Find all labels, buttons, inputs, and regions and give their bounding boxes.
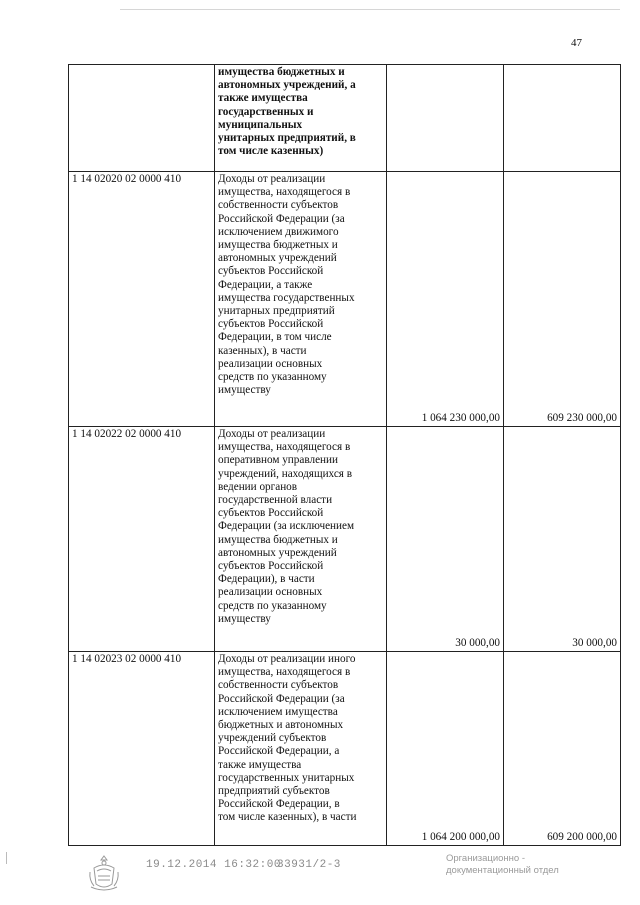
scan-top-line	[120, 9, 620, 10]
income-name-text: имущества бюджетных и автономных учреждений, а также имущества государственных и муниципальных унитарных предприятий, в том числе казенных)	[218, 66, 356, 158]
page-number: 47	[571, 37, 582, 49]
income-code-cell: 1 14 02022 02 0000 410	[69, 427, 215, 652]
amount-2015-cell: 30 000,00	[387, 427, 504, 652]
amount-2015-cell: 1 064 230 000,00	[387, 172, 504, 427]
table-row	[69, 427, 621, 652]
income-name-cell	[215, 427, 387, 652]
income-name-cell	[215, 65, 387, 172]
income-code-cell: 1 14 02023 02 0000 410	[69, 652, 215, 846]
amount-2015-cell	[387, 65, 504, 172]
income-name-text: Доходы от реализации имущества, находящегося в собственности субъектов Российской Федерации (за исключением движимого имущества бюджетных и автономных учреждений субъектов Российской Федерации, а также имущества государственных унитарных предприятий субъектов Российской Федерации, в том числе казенных), в части реализации основных средств по указанному имуществу	[218, 173, 355, 397]
registration-datetime: 19.12.2014 16:32:00	[146, 859, 281, 871]
emblem-seal-icon	[88, 854, 120, 892]
table-row	[69, 652, 621, 846]
department-line-2: документационный отдел	[446, 865, 559, 876]
income-code-cell	[69, 65, 215, 172]
amount-2016-cell: 609 200 000,00	[504, 652, 621, 846]
table-row	[69, 172, 621, 427]
income-name-cell	[215, 652, 387, 846]
registration-stamp-footer	[0, 840, 640, 905]
department-line-1: Организационно -	[446, 853, 526, 864]
income-name-text: Доходы от реализации имущества, находящегося в оперативном управлении учреждений, находящихся в ведении органов государственной власти субъектов Российской Федерации (за исключением имущества бюджетных и автономных учреждений субъектов Российской Федерации), в части реализации основных средств по указанному имуществу	[218, 428, 355, 625]
income-name-cell	[215, 172, 387, 427]
table-row	[69, 65, 621, 172]
amount-2015-cell: 1 064 200 000,00	[387, 652, 504, 846]
registration-number: 33931/2-3	[277, 859, 341, 871]
budget-income-table	[68, 64, 621, 846]
registration-department	[446, 853, 559, 877]
income-code-cell: 1 14 02020 02 0000 410	[69, 172, 215, 427]
amount-2016-cell: 609 230 000,00	[504, 172, 621, 427]
amount-2016-cell	[504, 65, 621, 172]
income-name-text: Доходы от реализации иного имущества, находящегося в собственности субъектов Российской Федерации (за исключением имущества бюджетных и автономных учреждений субъектов Российской Федерации, а также имущества государственных унитарных предприятий субъектов Российской Федерации, в том числе казенных), в части	[218, 653, 357, 824]
amount-2016-cell: 30 000,00	[504, 427, 621, 652]
